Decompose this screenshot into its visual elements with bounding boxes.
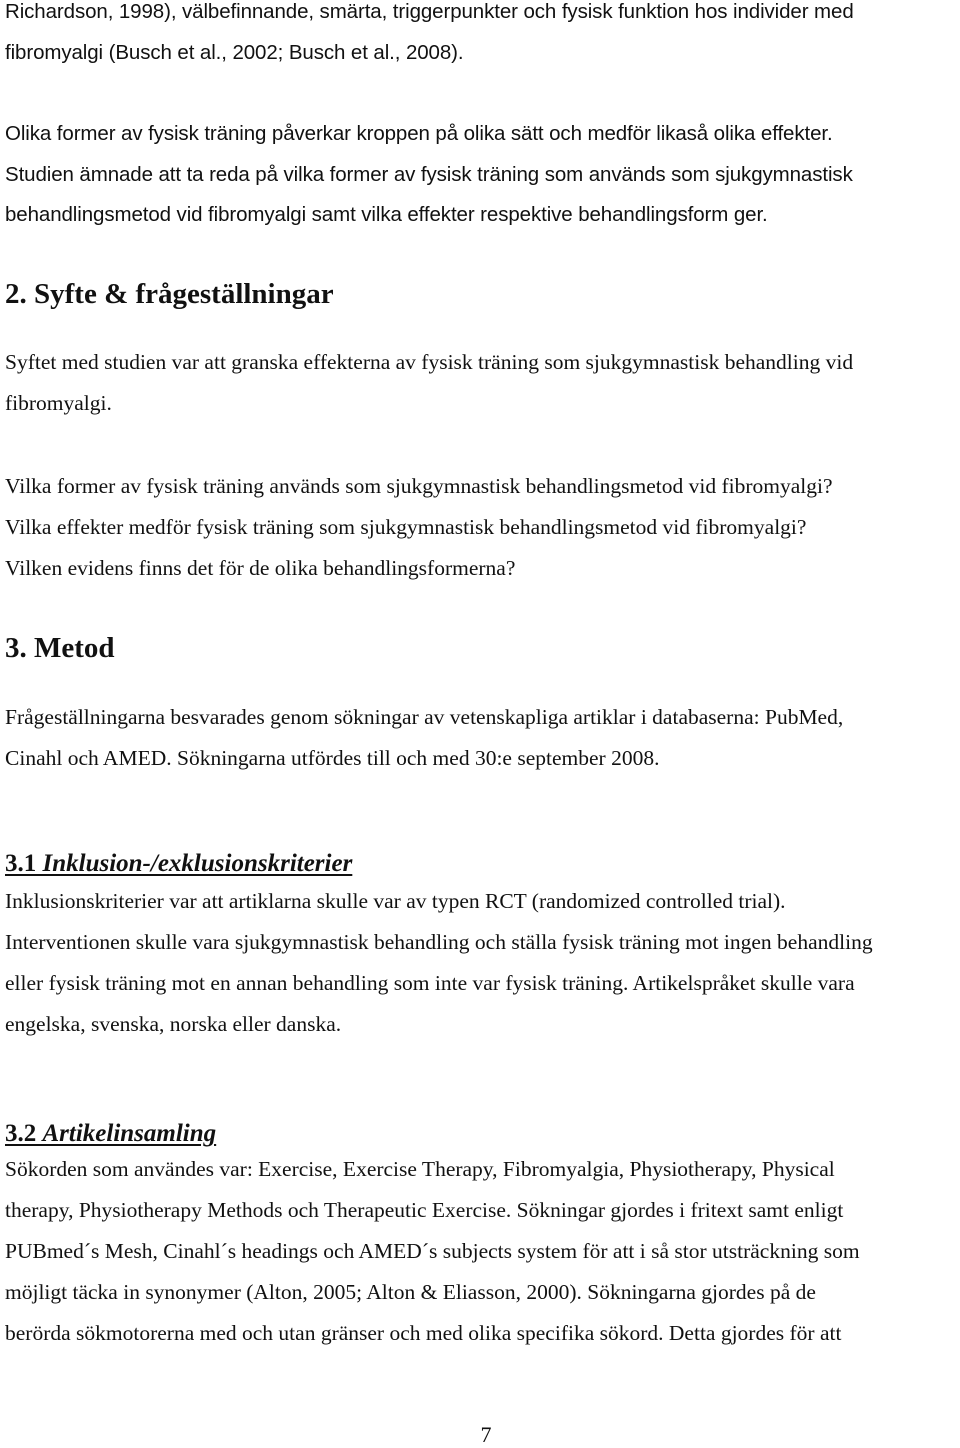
section-3-line-1: Frågeställningarna besvarades genom sökningar av vetenskapliga artiklar i databaserna: PubMed, [5, 705, 844, 729]
section-3-2-line-3: PUBmed´s Mesh, Cinahl´s headings och AMED´s subjects system för att i så stor utsträckning som [5, 1239, 860, 1263]
section-3-2-line-1: Sökorden som användes var: Exercise, Exercise Therapy, Fibromyalgia, Physiotherapy, Physical [5, 1157, 835, 1181]
intro-line-5: behandlingsmetod vid fibromyalgi samt vilka effekter respektive behandlingsform ger. [5, 203, 768, 226]
question-2: Vilka effekter medför fysisk träning som sjukgymnastisk behandlingsmetod vid fibromyalgi? [5, 515, 807, 539]
page-number: 7 [480, 1422, 492, 1447]
section-3-2-heading [5, 1120, 216, 1148]
section-3-line-2: Cinahl och AMED. Sökningarna utfördes till och med 30:e september 2008. [5, 746, 660, 770]
section-3-1-line-2: Interventionen skulle vara sjukgymnastisk behandling och ställa fysisk träning mot ingen behandling [5, 930, 873, 954]
section-3-1-heading [5, 850, 352, 878]
section-3-1-line-3: eller fysisk träning mot en annan behandling som inte var fysisk träning. Artikelspråket skulle vara [5, 971, 855, 995]
section-3-2-number: 3.2 [5, 1120, 43, 1147]
section-3-2-title: Artikelinsamling [42, 1120, 217, 1147]
section-3-1-title: Inklusion-/exklusionskriterier [42, 850, 353, 877]
section-3-1-line-1: Inklusionskriterier var att artiklarna skulle var av typen RCT (randomized controlled trial). [5, 889, 786, 913]
section-3-heading: 3. Metod [5, 632, 115, 664]
section-2-line-1: Syftet med studien var att granska effekterna av fysisk träning som sjukgymnastisk behandling vid [5, 350, 854, 374]
section-3-1-line-4: engelska, svenska, norska eller danska. [5, 1012, 342, 1036]
section-3-2-line-2: therapy, Physiotherapy Methods och Therapeutic Exercise. Sökningar gjordes i fritext samt enligt [5, 1198, 844, 1222]
section-2-heading: 2. Syfte & frågeställningar [5, 278, 334, 310]
intro-line-2: fibromyalgi (Busch et al., 2002; Busch et al., 2008). [5, 41, 464, 64]
section-2-line-2: fibromyalgi. [5, 391, 112, 415]
section-3-1-number: 3.1 [5, 850, 43, 877]
section-3-2-line-4: möjligt täcka in synonymer (Alton, 2005; Alton & Eliasson, 2000). Sökningarna gjordes på de [5, 1280, 816, 1304]
question-1: Vilka former av fysisk träning används som sjukgymnastisk behandlingsmetod vid fibromyalgi? [5, 474, 833, 498]
question-3: Vilken evidens finns det för de olika behandlingsformerna? [5, 556, 516, 580]
section-3-2-line-5: berörda sökmotorerna med och utan gränser och med olika specifika sökord. Detta gjordes för att [5, 1321, 842, 1345]
intro-line-3: Olika former av fysisk träning påverkar kroppen på olika sätt och medför likaså olika effekter. [5, 122, 833, 145]
intro-line-1: Richardson, 1998), välbefinnande, smärta, triggerpunkter och fysisk funktion hos individer med [5, 0, 854, 23]
intro-line-4: Studien ämnade att ta reda på vilka former av fysisk träning som används som sjukgymnastisk [5, 163, 853, 186]
